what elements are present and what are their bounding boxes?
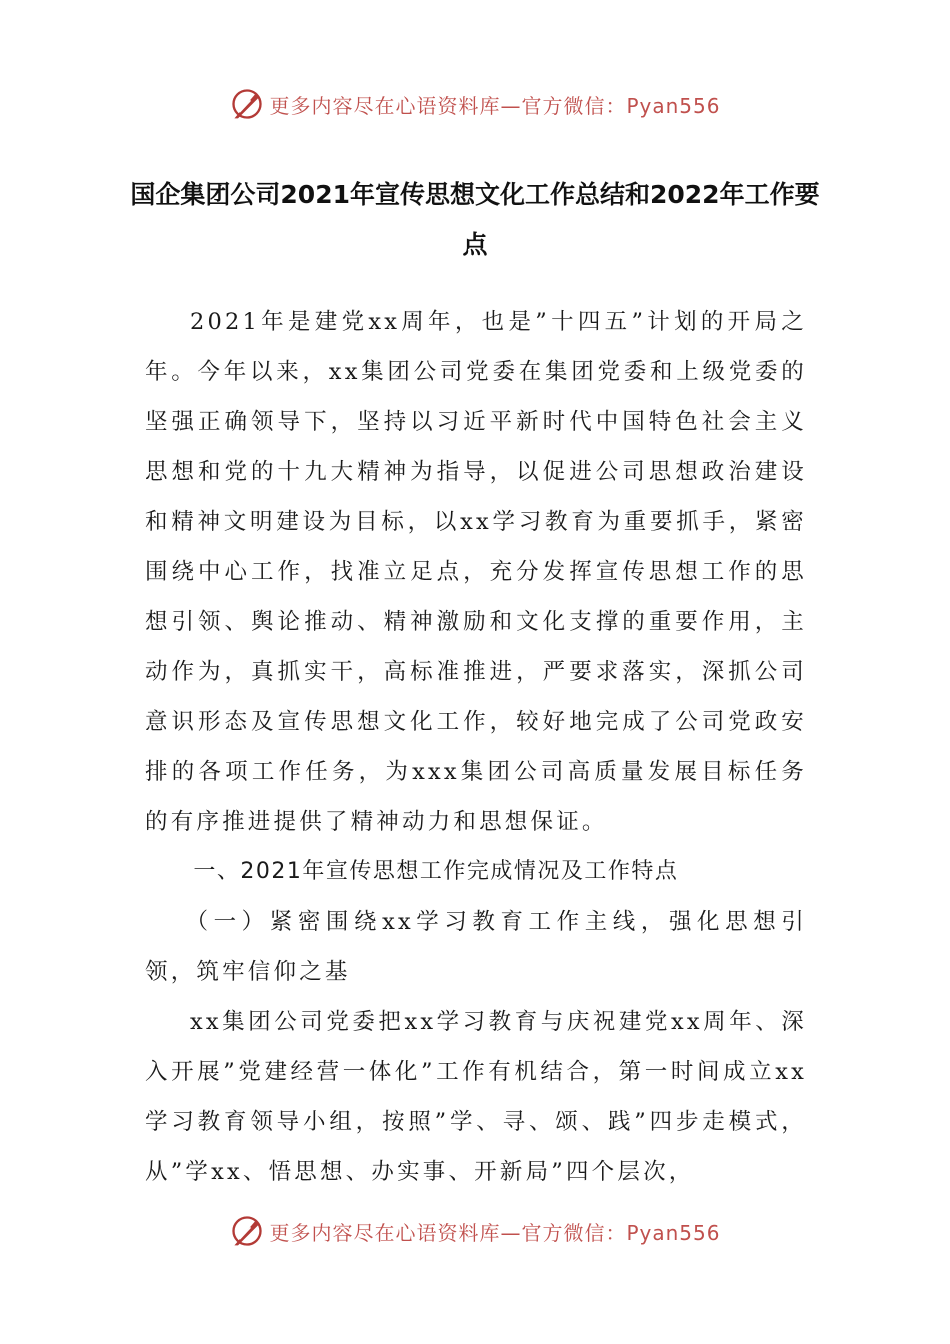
intro-paragraph: 2021年是建党xx周年，也是”十四五”计划的开局之年。今年以来，xx集团公司党委在集团党委和上级党委的坚强正确领导下，坚持以习近平新时代中国特色社会主义思想和党的十九大精神为指导，以促进公司思想政治建设和精神文明建设为目标，以xx学习教育为重要抓手，紧密围绕中心工作，找准立足点，充分发挥宣传思想工作的思想引领、舆论推动、精神激励和文化支撑的重要作用，主动作为，真抓实干，高标准推进，严要求落实，深抓公司意识形态及宣传思想文化工作，较好地完成了公司党政安排的各项工作任务，为xxx集团公司高质量发展目标任务的有序推进提供了精神动力和思想保证。 — [145, 309, 807, 835]
section-heading: 一、2021年宣传思想工作完成情况及工作特点 — [193, 859, 679, 884]
document-body — [145, 297, 807, 1197]
subsection-body-paragraph: xx集团公司党委把xx学习教育与庆祝建党xx周年、深入开展”党建经营一体化”工作有机结合，第一时间成立xx学习教育领导小组，按照”学、寻、颂、践”四步走模式，从”学xx、悟思想、办实事、开新局”四个层次， — [145, 1009, 807, 1185]
watermark-banner-bottom — [0, 1211, 950, 1251]
watermark-text: 更多内容尽在心语资料库—官方微信：Pyan556 — [269, 93, 721, 118]
subsection-heading: （一）紧密围绕xx学习教育工作主线，强化思想引领，筑牢信仰之基 — [145, 909, 807, 985]
document-title: 国企集团公司2021年宣传思想文化工作总结和2022年工作要点 — [130, 180, 820, 259]
watermark-banner-top — [0, 84, 950, 124]
watermark-text: 更多内容尽在心语资料库—官方微信：Pyan556 — [269, 1220, 721, 1245]
quill-pen-circle-icon — [229, 86, 265, 122]
quill-pen-circle-icon — [229, 1213, 265, 1249]
